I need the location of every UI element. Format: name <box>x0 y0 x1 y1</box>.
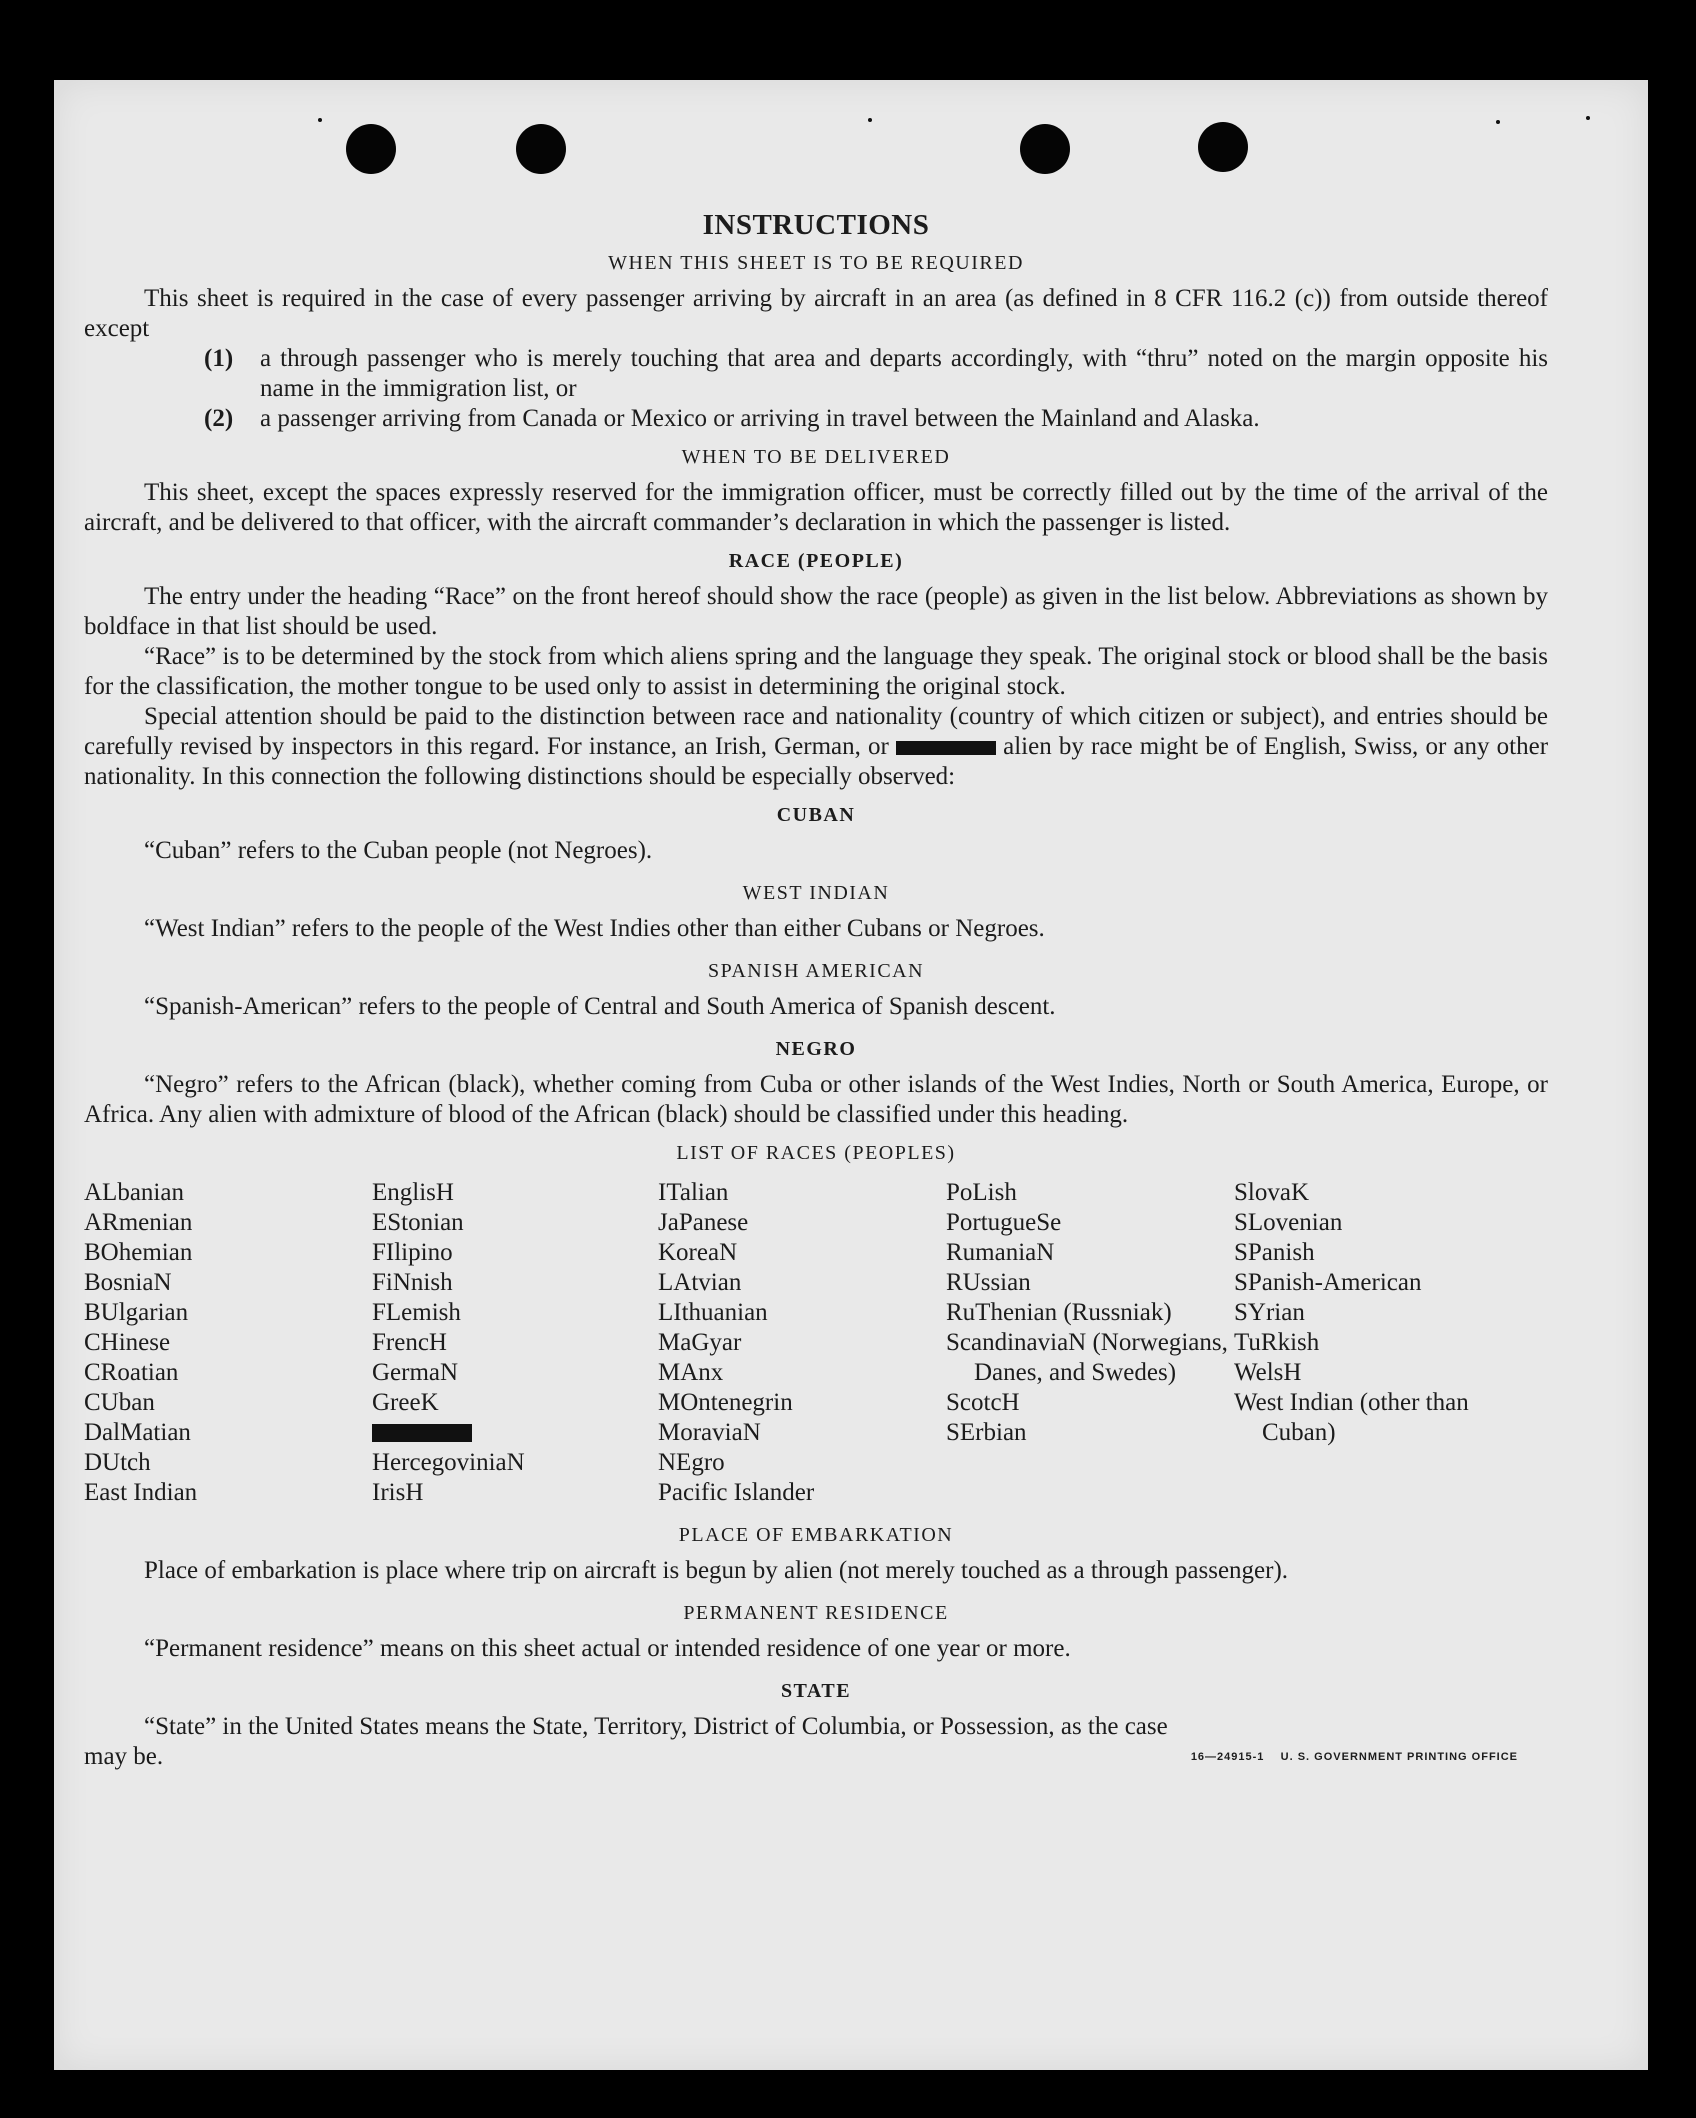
form-number: 16—24915-1 <box>1190 1751 1265 1763</box>
race-entry: TuRkish <box>1234 1329 1320 1356</box>
race-entry: ScotcH <box>946 1389 1020 1416</box>
race-entry: FIlipino <box>372 1239 453 1266</box>
printer-imprint <box>1191 1742 1518 1772</box>
exception-item <box>204 344 1548 404</box>
punch-hole <box>346 124 396 174</box>
race-entry: SPanish <box>1234 1239 1315 1266</box>
speck <box>868 118 872 122</box>
punch-hole <box>516 124 566 174</box>
document-page <box>54 80 1648 2070</box>
race-entry: Pacific Islander <box>658 1479 815 1506</box>
section-heading-negro: NEGRO <box>775 1038 857 1060</box>
west-indian-text: “West Indian” refers to the people of the West Indies other than either Cubans or Negroes. <box>144 915 1045 942</box>
section-heading-cuban: CUBAN <box>776 804 856 826</box>
race-paragraph-2: “Race” is to be determined by the stock from which aliens spring and the language they speak. The original stock or blood shall be the basis for the classification, the mother tongue to be used only to assist in determining the original stock. <box>84 643 1548 700</box>
punch-hole <box>1198 122 1248 172</box>
speck <box>318 118 322 122</box>
footer-line <box>84 1742 1548 1772</box>
race-entry: CRoatian <box>84 1359 179 1386</box>
race-entry: PoLish <box>946 1179 1017 1206</box>
races-column-5 <box>1234 1178 1534 1508</box>
negro-text: “Negro” refers to the African (black), whether coming from Cuba or other islands of the West Indies, North or South America, Europe, or Africa. Any alien with admixture of blood of the African (black) should be classified under this heading. <box>84 1071 1548 1128</box>
section-heading-spanish-american: SPANISH AMERICAN <box>707 960 925 982</box>
page-title: INSTRUCTIONS <box>702 209 930 241</box>
race-entry: SPanish-American <box>1234 1269 1422 1296</box>
race-entry: ScandinaviaN (Norwegians, Danes, and Swedes) <box>946 1329 1228 1386</box>
required-intro: This sheet is required in the case of every passenger arriving by aircraft in an area (as defined in 8 CFR 116.2 (c)) from outside thereof except <box>84 285 1548 342</box>
section-heading-required: WHEN THIS SHEET IS TO BE REQUIRED <box>608 252 1024 274</box>
race-entry: RumaniaN <box>946 1239 1055 1266</box>
race-entry: SLovenian <box>1234 1209 1343 1236</box>
race-entry: FiNnish <box>372 1269 453 1296</box>
printer-name: U. S. GOVERNMENT PRINTING OFFICE <box>1280 1751 1518 1763</box>
race-entry: MOntenegrin <box>658 1389 793 1416</box>
race-entry: ARmenian <box>84 1209 193 1236</box>
races-column-1 <box>84 1178 372 1508</box>
redaction-mark <box>372 1424 472 1442</box>
race-entry: JaPanese <box>658 1209 749 1236</box>
speck <box>1586 116 1590 120</box>
race-entry: ITalian <box>658 1179 729 1206</box>
spanish-american-text: “Spanish-American” refers to the people of Central and South America of Spanish descent. <box>144 993 1056 1020</box>
race-entry: RuThenian (Russniak) <box>946 1299 1172 1326</box>
race-entry: PortugueSe <box>946 1209 1062 1236</box>
race-entry: CHinese <box>84 1329 171 1356</box>
race-entry: WelsH <box>1234 1359 1302 1386</box>
race-entry-redacted <box>372 1418 658 1448</box>
section-heading-delivered: WHEN TO BE DELIVERED <box>681 446 951 468</box>
race-entry: DUtch <box>84 1449 151 1476</box>
state-text: “State” in the United States means the State, Territory, District of Columbia, or Possession, as the case <box>144 1713 1168 1740</box>
race-entry: MAnx <box>658 1359 724 1386</box>
race-entry: NEgro <box>658 1449 725 1476</box>
redaction-mark <box>896 741 996 755</box>
race-entry: LAtvian <box>658 1269 742 1296</box>
section-heading-embarkation: PLACE OF EMBARKATION <box>678 1524 954 1546</box>
exception-text: a passenger arriving from Canada or Mexico or arriving in travel between the Mainland and Alaska. <box>260 405 1260 432</box>
race-paragraph-3 <box>84 702 1548 792</box>
exception-number: (2) <box>204 405 234 432</box>
cuban-text: “Cuban” refers to the Cuban people (not Negroes). <box>144 837 653 864</box>
race-paragraph-3-start: Special attention should be paid to the distinction between race and nationality (country of which citizen or subject), and entries should be carefully revised by inspectors in this regard. For instance, an Irish, German, or <box>84 703 1548 760</box>
section-heading-race: RACE (PEOPLE) <box>728 550 904 572</box>
race-entry: MoraviaN <box>658 1419 761 1446</box>
race-paragraph-3-end: alien by race might be of English, Swiss, or any other nationality. In this connection the following distinctions should be especially observed: <box>84 733 1549 790</box>
race-entry: BOhemian <box>84 1239 193 1266</box>
race-entry: BUlgarian <box>84 1299 189 1326</box>
races-list <box>84 1178 1548 1508</box>
race-entry: EnglisH <box>372 1179 454 1206</box>
race-entry: LIthuanian <box>658 1299 768 1326</box>
race-entry: KoreaN <box>658 1239 738 1266</box>
race-entry: HercegoviniaN <box>372 1449 525 1476</box>
race-entry: CUban <box>84 1389 155 1416</box>
race-paragraph-1: The entry under the heading “Race” on the front hereof should show the race (people) as given in the list below. Abbreviations as shown by boldface in that list should be used. <box>84 583 1548 640</box>
race-entry: FrencH <box>372 1329 447 1356</box>
race-entry: MaGyar <box>658 1329 742 1356</box>
race-entry: GreeK <box>372 1389 439 1416</box>
speck <box>1496 120 1500 124</box>
race-entry: DalMatian <box>84 1419 191 1446</box>
race-entry: SErbian <box>946 1419 1027 1446</box>
section-heading-state: STATE <box>780 1680 852 1702</box>
race-entry: West Indian (other than Cuban) <box>1234 1389 1469 1446</box>
delivered-text: This sheet, except the spaces expressly reserved for the immigration officer, must be correctly filled out by the time of the arrival of the aircraft, and be delivered to that officer, with the aircraft commander’s declaration in which the passenger is listed. <box>84 479 1548 536</box>
race-entry: SlovaK <box>1234 1179 1309 1206</box>
exception-list <box>204 344 1548 434</box>
exception-item <box>204 404 1548 434</box>
section-heading-west-indian: WEST INDIAN <box>742 882 890 904</box>
race-entry: IrisH <box>372 1479 424 1506</box>
races-column-2 <box>372 1178 658 1508</box>
race-entry: RUssian <box>946 1269 1031 1296</box>
section-heading-residence: PERMANENT RESIDENCE <box>683 1602 949 1624</box>
race-entry: EStonian <box>372 1209 464 1236</box>
race-entry: BosniaN <box>84 1269 172 1296</box>
residence-text: “Permanent residence” means on this sheet actual or intended residence of one year or more. <box>144 1635 1071 1662</box>
races-column-3 <box>658 1178 946 1508</box>
instructions-content <box>84 210 1548 1772</box>
exception-text: a through passenger who is merely touching that area and departs accordingly, with “thru” noted on the margin opposite his name in the immigration list, or <box>260 345 1548 402</box>
race-entry: ALbanian <box>84 1179 184 1206</box>
race-entry: GermaN <box>372 1359 459 1386</box>
race-entry: FLemish <box>372 1299 461 1326</box>
embarkation-text: Place of embarkation is place where trip on aircraft is begun by alien (not merely touched as a through passenger). <box>144 1557 1289 1584</box>
race-entry: SYrian <box>1234 1299 1305 1326</box>
state-text-end: may be. <box>84 1743 164 1770</box>
section-heading-races-list: LIST OF RACES (PEOPLES) <box>676 1142 956 1164</box>
punch-hole <box>1020 124 1070 174</box>
race-entry: East Indian <box>84 1479 198 1506</box>
exception-number: (1) <box>204 345 234 372</box>
races-column-4 <box>946 1178 1234 1508</box>
